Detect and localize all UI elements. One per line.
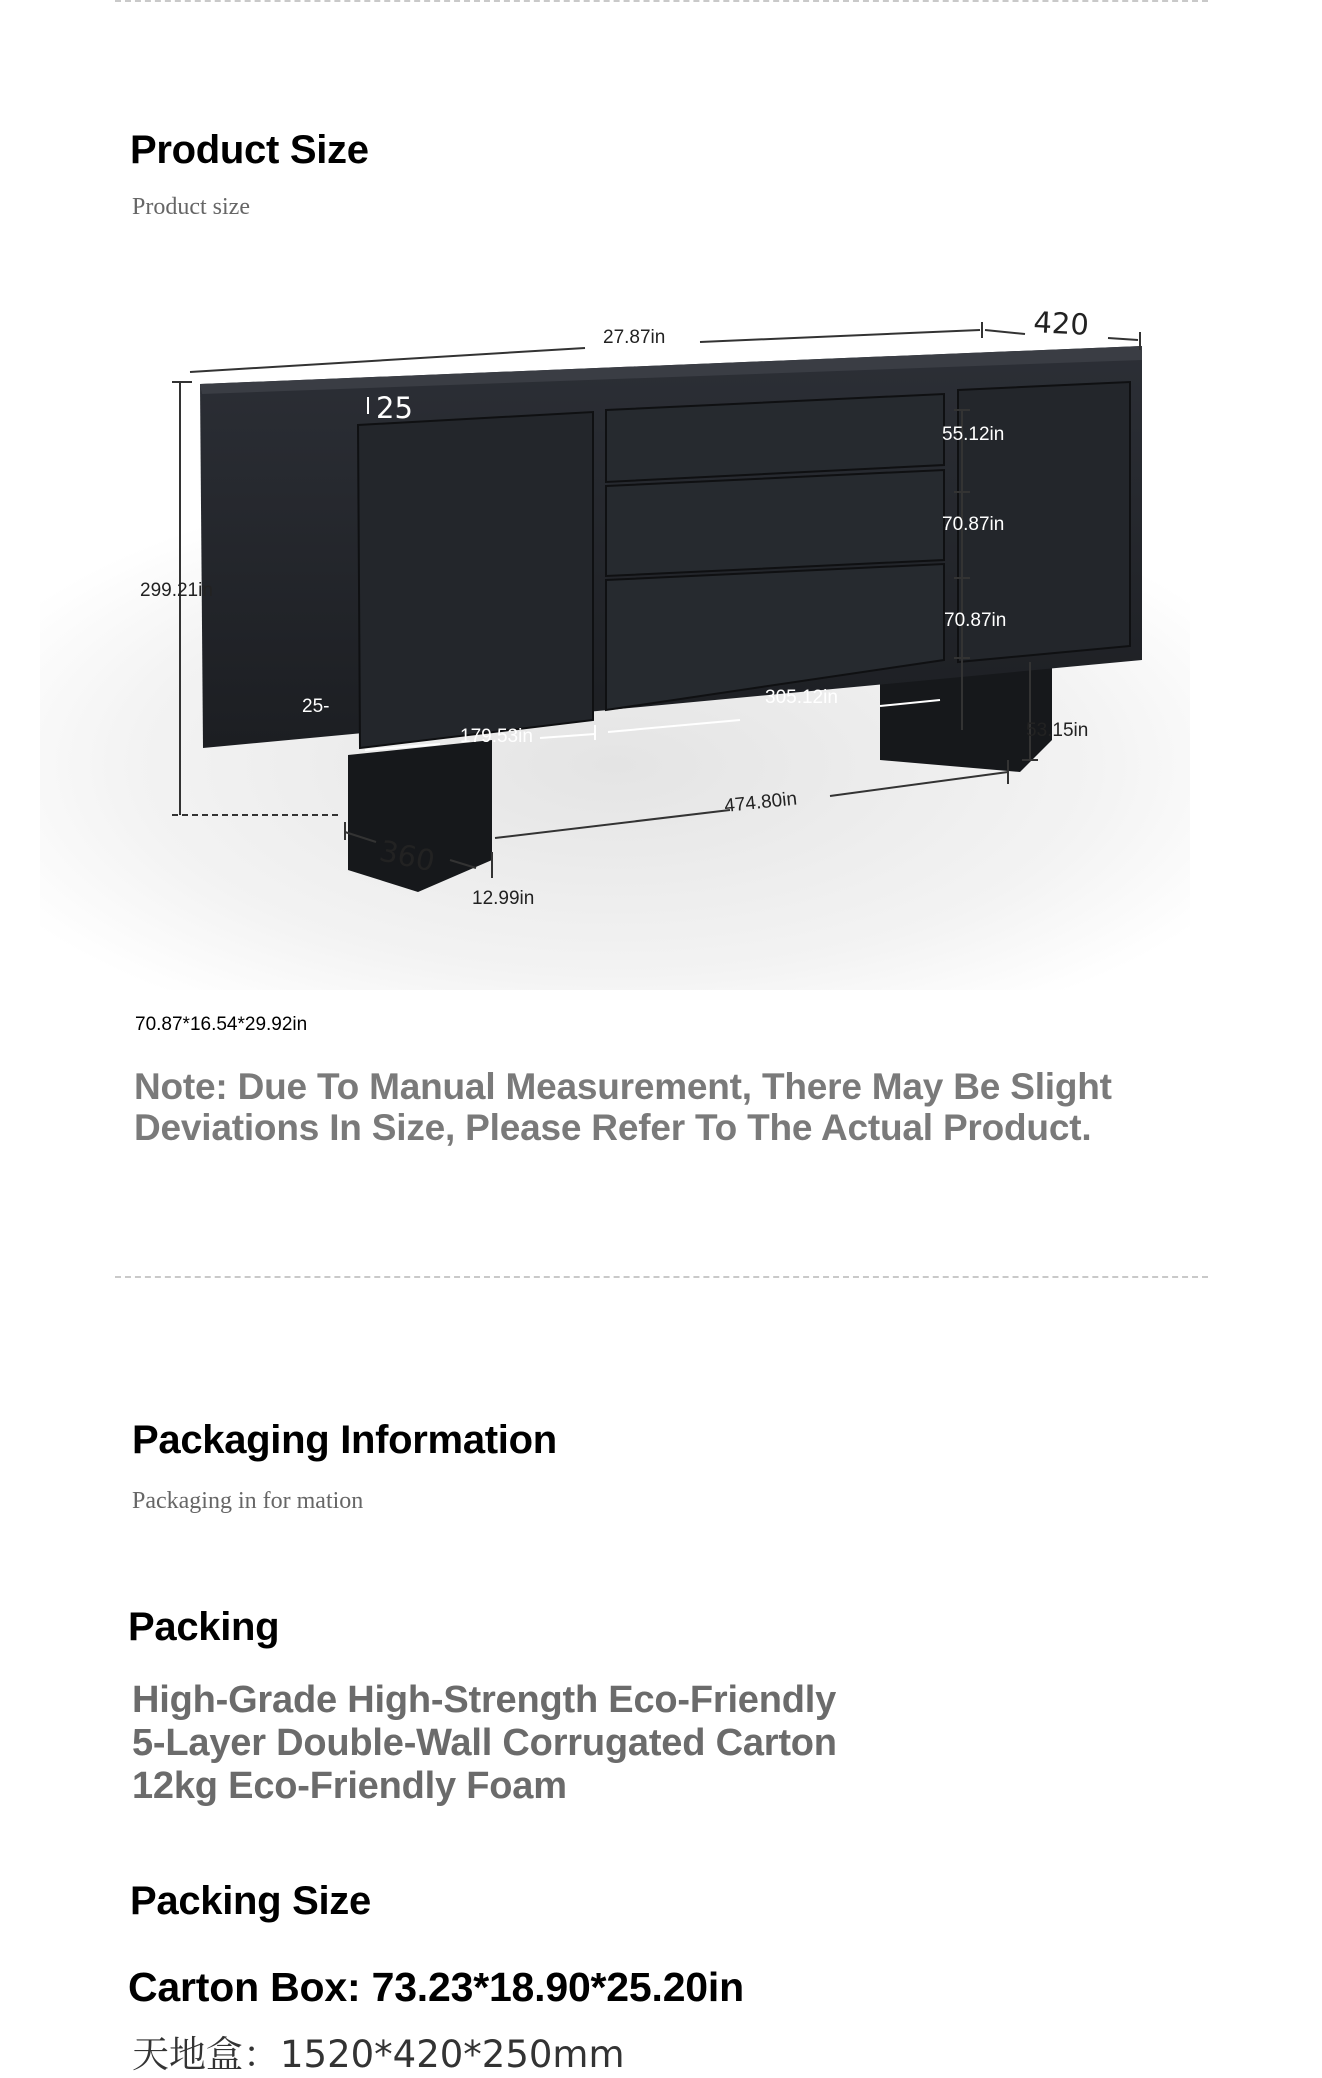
packing-line-1: High-Grade High-Strength Eco-Friendly bbox=[132, 1679, 837, 1721]
dim-left-door-width: 179.53in bbox=[460, 726, 533, 747]
dim-depth-top: 420 bbox=[1032, 305, 1090, 342]
carton-box-size: Carton Box: 73.23*18.90*25.20in bbox=[128, 1964, 744, 2010]
note-line-2: Deviations In Size, Please Refer To The Actual Product. bbox=[134, 1107, 1092, 1148]
product-dimension-diagram bbox=[40, 260, 1190, 1000]
dim-depth-bottom: 360 bbox=[376, 833, 438, 879]
packing-line-3: 12kg Eco-Friendly Foam bbox=[132, 1765, 567, 1807]
note-line-1: Note: Due To Manual Measurement, There May Be Slight bbox=[134, 1066, 1112, 1107]
dim-left-base: 25- bbox=[302, 696, 330, 717]
dim-depth-bottom-in: 12.99in bbox=[472, 888, 535, 909]
measurement-note bbox=[134, 1066, 1112, 1148]
dim-leg-height: 53.15in bbox=[1026, 720, 1089, 741]
dim-height: 299.21in bbox=[140, 580, 213, 601]
packaging-subtitle: Packaging in for mation bbox=[132, 1488, 364, 1514]
dim-top-thickness: 25 bbox=[376, 391, 413, 425]
dim-drawer-width: 305.12in bbox=[765, 687, 838, 708]
packing-line-2: 5-Layer Double-Wall Corrugated Carton bbox=[132, 1722, 837, 1764]
section-divider-middle bbox=[115, 1276, 1208, 1278]
dim-base-width: 474.80in bbox=[723, 788, 799, 817]
drawer-2 bbox=[606, 470, 944, 576]
product-size-title: Product Size bbox=[130, 128, 369, 172]
packing-title: Packing bbox=[128, 1605, 280, 1649]
carton-box-size-mm: 天地盒：1520*420*250mm bbox=[132, 2033, 625, 2076]
product-size-subtitle: Product size bbox=[132, 194, 250, 220]
dim-drawer-3: 70.87in bbox=[944, 610, 1007, 631]
left-door bbox=[358, 412, 593, 748]
dim-drawer-2: 70.87in bbox=[942, 514, 1005, 535]
product-dimensions-label: 70.87*16.54*29.92in bbox=[135, 1014, 308, 1035]
section-divider-top bbox=[115, 0, 1208, 2]
dim-drawer-1: 55.12in bbox=[942, 424, 1005, 445]
packing-description bbox=[132, 1679, 837, 1808]
packaging-title: Packaging Information bbox=[132, 1418, 557, 1462]
dim-top-width: 27.87in bbox=[603, 327, 666, 348]
packing-size-title: Packing Size bbox=[130, 1879, 371, 1923]
